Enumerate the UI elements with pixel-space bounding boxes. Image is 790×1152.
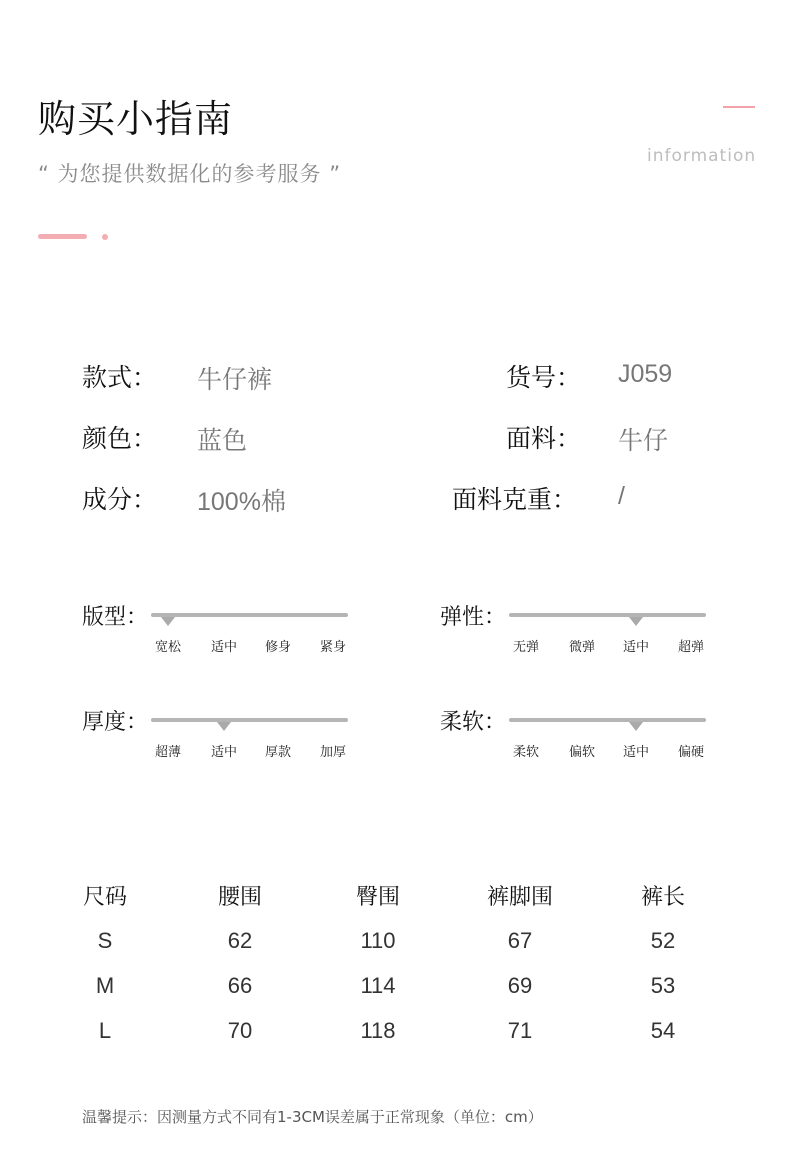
cell-size: M — [95, 973, 115, 998]
thickness-tick: 加厚 — [319, 745, 346, 760]
sku-value: J059 — [618, 360, 673, 388]
color-value: 蓝色 — [197, 427, 248, 455]
measurement-note: 温馨提示：因测量方式不同有1-3CM误差属于正常现象（单位：cm） — [82, 1108, 543, 1126]
cell-size: L — [98, 1018, 112, 1043]
cell-hip: 110 — [360, 928, 396, 953]
cell-size: S — [97, 928, 113, 953]
softness-track — [509, 718, 706, 722]
style-value: 牛仔裤 — [197, 366, 273, 394]
cell-leg-opening: 67 — [507, 928, 533, 953]
thickness-tick: 厚款 — [264, 745, 291, 760]
header-leg-opening: 裤脚围 — [486, 885, 553, 910]
cell-length: 54 — [650, 1018, 676, 1043]
header-hip: 臀围 — [355, 885, 400, 910]
stretch-tick: 超弹 — [677, 640, 704, 655]
stretch-track — [509, 613, 706, 617]
stretch-tick: 适中 — [622, 640, 649, 655]
thickness-track — [151, 718, 348, 722]
page-title: 购买小指南 — [38, 97, 234, 141]
cell-leg-opening: 69 — [507, 973, 533, 998]
fit-tick: 紧身 — [319, 640, 346, 655]
thickness-tick: 适中 — [210, 745, 237, 760]
fit-track — [151, 613, 348, 617]
softness-marker — [629, 722, 643, 731]
cell-length: 52 — [650, 928, 676, 953]
decorative-pink-bar — [38, 234, 87, 239]
stretch-tick: 微弹 — [568, 640, 595, 655]
softness-tick: 偏硬 — [677, 745, 704, 760]
thickness-label: 厚度： — [82, 710, 149, 735]
cell-length: 53 — [650, 973, 676, 998]
fit-marker — [161, 617, 175, 626]
color-label: 颜色： — [82, 424, 158, 453]
fit-tick: 修身 — [264, 640, 291, 655]
thickness-tick: 超薄 — [154, 745, 181, 760]
style-label: 款式： — [82, 363, 158, 392]
softness-tick: 柔软 — [512, 745, 539, 760]
softness-tick: 偏软 — [568, 745, 595, 760]
cell-leg-opening: 71 — [507, 1018, 533, 1043]
fit-tick: 宽松 — [154, 640, 181, 655]
sku-label: 货号： — [506, 363, 582, 392]
decorative-pink-line — [723, 106, 755, 108]
fit-tick: 适中 — [210, 640, 237, 655]
composition-label: 成分： — [82, 485, 158, 514]
fit-label: 版型： — [82, 605, 149, 630]
stretch-tick: 无弹 — [512, 640, 539, 655]
fabric-value: 牛仔 — [618, 427, 669, 455]
cell-waist: 70 — [227, 1018, 253, 1043]
cell-hip: 118 — [360, 1018, 396, 1043]
stretch-marker — [629, 617, 643, 626]
cell-waist: 62 — [227, 928, 253, 953]
fabric-label: 面料： — [506, 424, 582, 453]
softness-tick: 适中 — [622, 745, 649, 760]
fabric-weight-label: 面料克重： — [452, 485, 578, 514]
softness-label: 柔软： — [440, 710, 507, 735]
cell-waist: 66 — [227, 973, 253, 998]
header-length: 裤长 — [640, 885, 685, 910]
decorative-pink-dot — [102, 234, 108, 240]
cell-hip: 114 — [360, 973, 396, 998]
stretch-label: 弹性： — [440, 605, 507, 630]
english-caption: information — [647, 146, 757, 166]
thickness-marker — [217, 722, 231, 731]
header-size: 尺码 — [82, 885, 127, 910]
page-subtitle: “ 为您提供数据化的参考服务 ” — [38, 162, 342, 186]
composition-value: 100%棉 — [197, 488, 286, 516]
header-waist: 腰围 — [217, 885, 262, 910]
fabric-weight-value: / — [618, 482, 625, 510]
